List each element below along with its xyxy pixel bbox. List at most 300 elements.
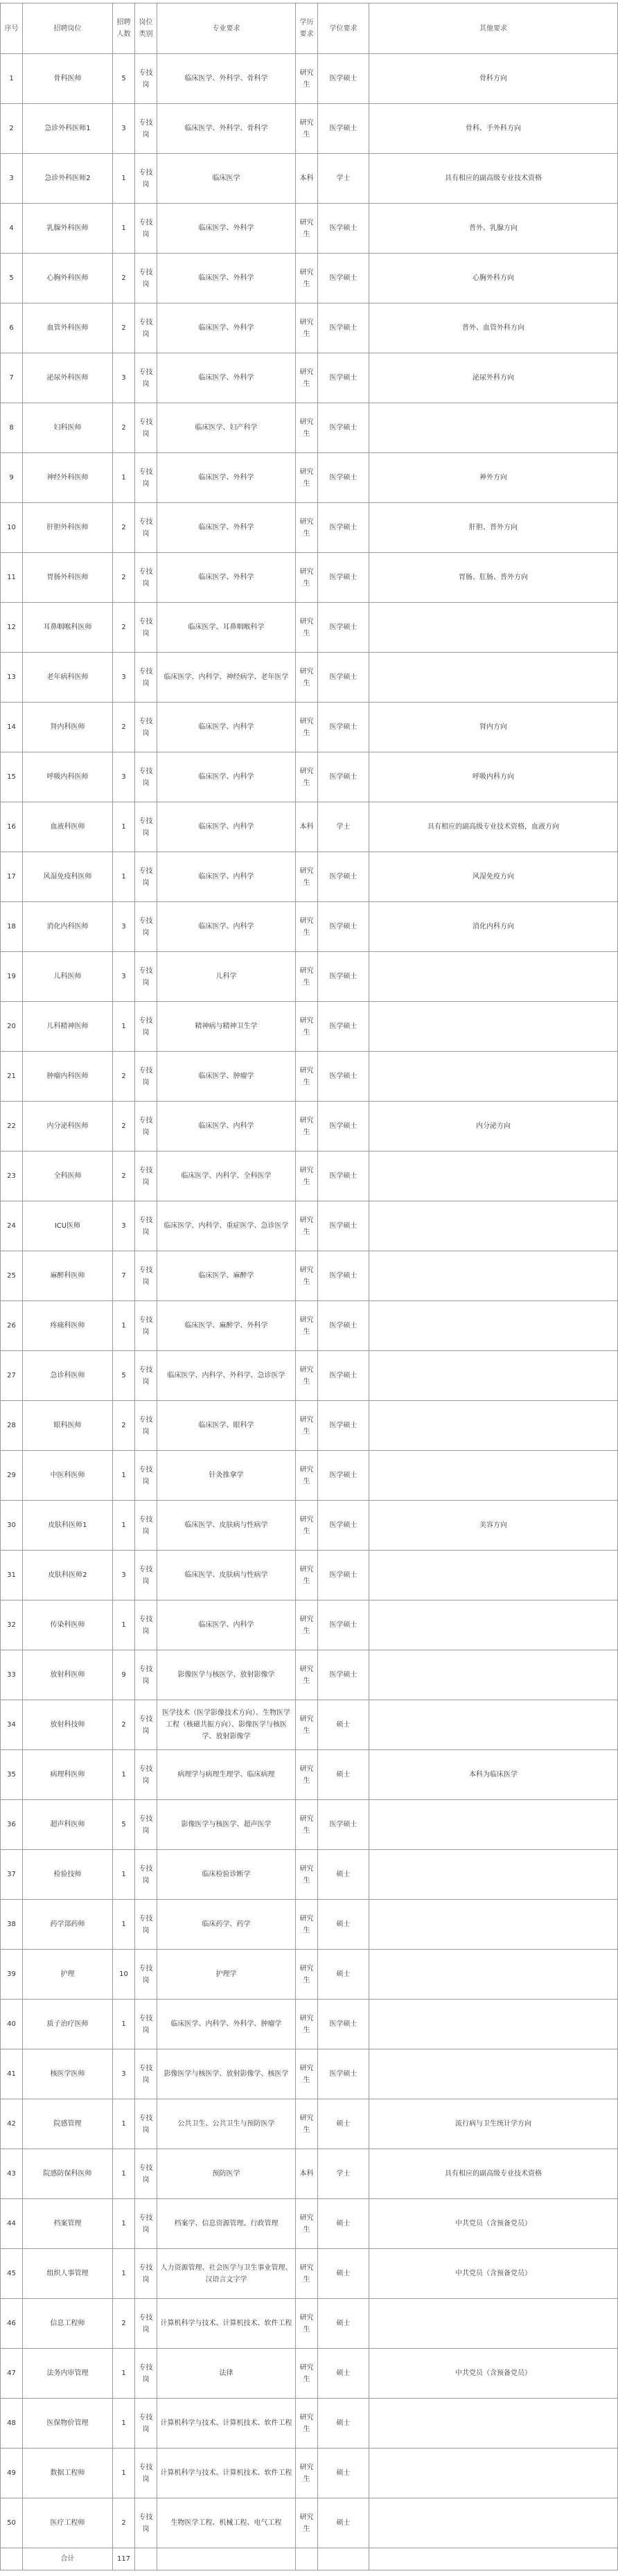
cell-major: 临床医学、皮肤病与性病学 [157,1551,296,1600]
cell-degree: 硕士 [318,1850,369,1900]
cell-major: 临床药学、药学 [157,1900,296,1950]
cell-no: 24 [1,1201,23,1251]
cell-num: 1 [113,2099,135,2149]
cell-major: 临床医学、外科学 [157,353,296,403]
header-other: 其他要求 [369,3,618,54]
cell-other [369,1152,618,1201]
cell-category: 专技岗 [135,1700,157,1750]
cell-post: 风湿免疫科医师 [23,852,113,902]
table-row [1,1152,618,1201]
cell-category: 专技岗 [135,1401,157,1451]
cell-post: 院感防保科医师 [23,2149,113,2199]
cell-num: 2 [113,303,135,353]
cell-major: 计算机科学与技术、计算机技术、软件工程 [157,2449,296,2498]
cell-category: 专技岗 [135,1301,157,1351]
cell-degree: 医学硕士 [318,653,369,703]
header-no: 序号 [1,3,23,54]
cell-major: 影像医学与核医学、放射影像学 [157,1650,296,1700]
cell-degree: 医学硕士 [318,752,369,802]
header-num: 招聘人数 [113,3,135,54]
cell-education: 研究生 [296,1551,318,1600]
cell-other: 肾内方向 [369,703,618,752]
cell-degree: 医学硕士 [318,303,369,353]
cell-other: 心胸外科方向 [369,254,618,303]
cell-post: 心胸外科医师 [23,254,113,303]
cell-no: 7 [1,353,23,403]
cell-degree: 硕士 [318,2399,369,2449]
cell-other [369,1201,618,1251]
cell-major: 护理学 [157,1950,296,2000]
cell-num: 3 [113,104,135,154]
cell-num: 3 [113,752,135,802]
cell-post: 护理 [23,1950,113,2000]
table-row [1,1052,618,1102]
cell-post: 肝胆外科医师 [23,503,113,553]
cell-num: 1 [113,1301,135,1351]
cell-other: 消化内科方向 [369,902,618,952]
cell-major: 临床医学、内科学 [157,703,296,752]
cell-other [369,403,618,453]
cell-no: 9 [1,453,23,503]
cell-category: 专技岗 [135,603,157,653]
cell-category: 专技岗 [135,154,157,204]
cell-post: 骨科医师 [23,54,113,104]
cell-num: 1 [113,852,135,902]
cell-degree: 医学硕士 [318,353,369,403]
cell-other: 中共党员（含预备党员） [369,2349,618,2399]
cell-education: 研究生 [296,1950,318,2000]
cell-post: 数据工程师 [23,2449,113,2498]
cell-category: 专技岗 [135,703,157,752]
cell-num: 1 [113,2349,135,2399]
cell-degree: 医学硕士 [318,1600,369,1650]
cell-other: 美容方向 [369,1501,618,1551]
cell-other: 肝胆、普外方向 [369,503,618,553]
cell-post: 急诊外科医师1 [23,104,113,154]
cell-post: 医保物价管理 [23,2399,113,2449]
cell-education: 研究生 [296,453,318,503]
cell-education: 本科 [296,154,318,204]
cell-post: 泌尿外科医师 [23,353,113,403]
table-row [1,2349,618,2399]
cell-category: 专技岗 [135,1551,157,1600]
cell-other: 泌尿外科方向 [369,353,618,403]
cell-num: 2 [113,254,135,303]
cell-major: 临床医学、内科学、神经病学、老年医学 [157,653,296,703]
cell-education: 研究生 [296,1301,318,1351]
cell-num: 2 [113,1700,135,1750]
cell-education: 研究生 [296,603,318,653]
cell-num: 1 [113,1900,135,1950]
cell-education: 本科 [296,2149,318,2199]
cell-no: 2 [1,104,23,154]
cell-education: 研究生 [296,1501,318,1551]
cell-other [369,2000,618,2049]
cell-major: 临床医学、内科学、重症医学、急诊医学 [157,1201,296,1251]
cell-degree: 医学硕士 [318,503,369,553]
cell-major: 临床医学、外科学 [157,453,296,503]
cell-other [369,1700,618,1750]
cell-major: 临床医学、内科学 [157,752,296,802]
cell-category: 专技岗 [135,952,157,1002]
cell-num: 1 [113,1501,135,1551]
table-row [1,154,618,204]
cell-post: 皮肤科医师2 [23,1551,113,1600]
cell-education: 研究生 [296,2349,318,2399]
table-row [1,2099,618,2149]
cell-post: 超声科医师 [23,1800,113,1850]
cell-category: 专技岗 [135,553,157,603]
cell-education: 研究生 [296,852,318,902]
cell-education: 研究生 [296,2449,318,2498]
cell-education: 研究生 [296,403,318,453]
cell-education: 研究生 [296,254,318,303]
cell-num: 5 [113,1351,135,1401]
cell-no: 30 [1,1501,23,1551]
cell-degree: 医学硕士 [318,1251,369,1301]
cell-num: 9 [113,1650,135,1700]
cell-major: 预防医学 [157,2149,296,2199]
cell-post: 放射科技师 [23,1700,113,1750]
cell-education: 研究生 [296,1700,318,1750]
cell-no: 41 [1,2049,23,2099]
cell-major: 人力资源管理、社会医学与卫生事业管理、汉语言文字学 [157,2249,296,2299]
cell-degree: 硕士 [318,2498,369,2548]
cell-category: 专技岗 [135,1351,157,1401]
cell-major: 临床医学、外科学 [157,303,296,353]
cell-category: 专技岗 [135,1750,157,1800]
total-empty-other [369,2548,618,2570]
cell-num: 1 [113,1850,135,1900]
cell-post: 胃肠外科医师 [23,553,113,603]
cell-post: 法务内审管理 [23,2349,113,2399]
table-row [1,1451,618,1501]
cell-degree: 医学硕士 [318,603,369,653]
cell-other [369,2399,618,2449]
cell-num: 2 [113,553,135,603]
table-row [1,852,618,902]
cell-other [369,2049,618,2099]
cell-degree: 医学硕士 [318,2000,369,2049]
table-row [1,952,618,1002]
table-row [1,553,618,603]
cell-num: 3 [113,653,135,703]
cell-no: 36 [1,1800,23,1850]
cell-education: 研究生 [296,1002,318,1052]
cell-education: 研究生 [296,2199,318,2249]
cell-no: 44 [1,2199,23,2249]
cell-other [369,1002,618,1052]
cell-major: 临床医学、内科学 [157,1102,296,1152]
table-row [1,1551,618,1600]
cell-no: 35 [1,1750,23,1800]
cell-post: 核医学医师 [23,2049,113,2099]
cell-num: 3 [113,2049,135,2099]
cell-num: 3 [113,1201,135,1251]
cell-num: 3 [113,353,135,403]
cell-other [369,2299,618,2349]
cell-other [369,1950,618,2000]
table-row [1,703,618,752]
cell-education: 研究生 [296,1401,318,1451]
cell-degree: 医学硕士 [318,1002,369,1052]
cell-major: 临床医学、内科学、全科医学 [157,1152,296,1201]
table-row [1,1301,618,1351]
cell-major: 精神病与精神卫生学 [157,1002,296,1052]
cell-other: 内分泌方向 [369,1102,618,1152]
cell-num: 2 [113,1102,135,1152]
table-row [1,2249,618,2299]
table-row [1,1800,618,1850]
cell-no: 46 [1,2299,23,2349]
cell-no: 50 [1,2498,23,2548]
cell-degree: 硕士 [318,1950,369,2000]
table-row [1,2399,618,2449]
cell-post: 消化内科医师 [23,902,113,952]
cell-num: 2 [113,1052,135,1102]
cell-degree: 学士 [318,2149,369,2199]
cell-category: 专技岗 [135,2349,157,2399]
cell-other: 骨科、手外科方向 [369,104,618,154]
cell-degree: 硕士 [318,2299,369,2349]
cell-degree: 医学硕士 [318,852,369,902]
cell-other [369,1650,618,1700]
cell-num: 1 [113,154,135,204]
cell-other [369,1800,618,1850]
cell-category: 专技岗 [135,1052,157,1102]
cell-education: 研究生 [296,2299,318,2349]
cell-post: 儿科精神医师 [23,1002,113,1052]
cell-category: 专技岗 [135,1152,157,1201]
cell-degree: 医学硕士 [318,403,369,453]
total-num: 117 [113,2548,135,2570]
cell-post: 药学部药师 [23,1900,113,1950]
cell-degree: 硕士 [318,2249,369,2299]
cell-other [369,1551,618,1600]
cell-category: 专技岗 [135,752,157,802]
cell-num: 1 [113,2199,135,2249]
cell-post: 眼科医师 [23,1401,113,1451]
cell-no: 6 [1,303,23,353]
cell-num: 7 [113,1251,135,1301]
cell-post: 妇科医师 [23,403,113,453]
cell-category: 专技岗 [135,1950,157,2000]
cell-major: 临床医学、内科学 [157,902,296,952]
cell-category: 专技岗 [135,1451,157,1501]
cell-category: 专技岗 [135,2449,157,2498]
cell-category: 专技岗 [135,1102,157,1152]
cell-education: 研究生 [296,204,318,254]
cell-major: 计算机科学与技术、计算机技术、软件工程 [157,2399,296,2449]
cell-no: 37 [1,1850,23,1900]
table-row [1,453,618,503]
cell-degree: 医学硕士 [318,703,369,752]
cell-no: 33 [1,1650,23,1700]
cell-post: 耳鼻咽喉科医师 [23,603,113,653]
cell-degree: 医学硕士 [318,1152,369,1201]
cell-no: 5 [1,254,23,303]
cell-major: 临床医学、外科学 [157,553,296,603]
cell-degree: 医学硕士 [318,54,369,104]
cell-degree: 医学硕士 [318,1800,369,1850]
cell-education: 研究生 [296,902,318,952]
cell-category: 专技岗 [135,254,157,303]
cell-degree: 学士 [318,154,369,204]
cell-other: 胃肠、肛肠、普外方向 [369,553,618,603]
cell-education: 研究生 [296,2000,318,2049]
cell-major: 临床医学、外科学、骨科学 [157,104,296,154]
cell-degree: 硕士 [318,1900,369,1950]
cell-other [369,1401,618,1451]
cell-major: 临床医学、外科学 [157,254,296,303]
cell-no: 49 [1,2449,23,2498]
cell-other: 神外方向 [369,453,618,503]
table-row [1,2199,618,2249]
cell-post: 皮肤科医师1 [23,1501,113,1551]
cell-post: 院感管理 [23,2099,113,2149]
total-empty-major [157,2548,296,2570]
cell-post: 急诊科医师 [23,1351,113,1401]
cell-degree: 医学硕士 [318,254,369,303]
cell-education: 研究生 [296,553,318,603]
cell-no: 25 [1,1251,23,1301]
cell-post: 传染科医师 [23,1600,113,1650]
cell-education: 研究生 [296,503,318,553]
cell-num: 2 [113,603,135,653]
cell-no: 40 [1,2000,23,2049]
cell-education: 研究生 [296,1052,318,1102]
header-category: 岗位类别 [135,3,157,54]
cell-education: 研究生 [296,952,318,1002]
cell-major: 临床医学、肿瘤学 [157,1052,296,1102]
cell-no: 32 [1,1600,23,1650]
cell-num: 3 [113,902,135,952]
cell-category: 专技岗 [135,2498,157,2548]
table-row [1,1501,618,1551]
cell-category: 专技岗 [135,1002,157,1052]
cell-major: 医学技术（医学影像技术方向）、生物医学工程（核磁共振方向）、影像医学与核医学、放射影像学 [157,1700,296,1750]
cell-no: 45 [1,2249,23,2299]
cell-degree: 硕士 [318,2099,369,2149]
cell-education: 研究生 [296,303,318,353]
cell-other: 具有相应的副高级专业技术资格，血液方向 [369,802,618,852]
cell-post: 肾内科医师 [23,703,113,752]
cell-other [369,603,618,653]
cell-other: 骨科方向 [369,54,618,104]
cell-post: 疼痛科医师 [23,1301,113,1351]
cell-other: 中共党员（含预备党员） [369,2199,618,2249]
cell-major: 计算机科学与技术、计算机技术、软件工程 [157,2299,296,2349]
cell-education: 研究生 [296,353,318,403]
cell-other [369,952,618,1002]
cell-degree: 硕士 [318,1750,369,1800]
cell-major: 临床医学、内科学 [157,1600,296,1650]
cell-no: 34 [1,1700,23,1750]
cell-major: 影像医学与核医学、放射影像学、核医学 [157,2049,296,2099]
table-row [1,403,618,453]
cell-post: 老年病科医师 [23,653,113,703]
cell-major: 公共卫生、公共卫生与预防医学 [157,2099,296,2149]
table-row [1,1700,618,1750]
cell-post: 急诊外科医师2 [23,154,113,204]
cell-education: 研究生 [296,1251,318,1301]
cell-education: 研究生 [296,1152,318,1201]
cell-num: 1 [113,802,135,852]
cell-education: 研究生 [296,2049,318,2099]
cell-category: 专技岗 [135,2199,157,2249]
table-row [1,603,618,653]
cell-major: 临床医学、内科学、外科学、急诊医学 [157,1351,296,1401]
cell-num: 1 [113,2249,135,2299]
cell-degree: 医学硕士 [318,104,369,154]
cell-no: 43 [1,2149,23,2199]
header-degree: 学位要求 [318,3,369,54]
table-row [1,1950,618,2000]
cell-major: 临床医学、内科学、外科学、肿瘤学 [157,2000,296,2049]
cell-num: 2 [113,1401,135,1451]
cell-category: 专技岗 [135,453,157,503]
cell-other [369,653,618,703]
cell-num: 2 [113,1152,135,1201]
cell-education: 研究生 [296,1650,318,1700]
cell-no: 23 [1,1152,23,1201]
cell-major: 临床医学、眼科学 [157,1401,296,1451]
cell-degree: 医学硕士 [318,1401,369,1451]
table-row [1,54,618,104]
cell-degree: 硕士 [318,1700,369,1750]
cell-major: 临床医学 [157,154,296,204]
cell-degree: 医学硕士 [318,1501,369,1551]
cell-no: 22 [1,1102,23,1152]
cell-degree: 医学硕士 [318,952,369,1002]
cell-other: 普外、乳腺方向 [369,204,618,254]
cell-other [369,1600,618,1650]
cell-post: 组织人事管理 [23,2249,113,2299]
cell-no: 47 [1,2349,23,2399]
cell-major: 法律 [157,2349,296,2399]
cell-education: 研究生 [296,1750,318,1800]
cell-education: 本科 [296,802,318,852]
cell-major: 生物医学工程、机械工程、电气工程 [157,2498,296,2548]
cell-major: 儿科学 [157,952,296,1002]
cell-education: 研究生 [296,54,318,104]
cell-degree: 医学硕士 [318,1451,369,1501]
table-row [1,2449,618,2498]
cell-major: 档案学、信息资源管理、行政管理 [157,2199,296,2249]
cell-no: 3 [1,154,23,204]
cell-category: 专技岗 [135,2049,157,2099]
recruitment-table [0,3,618,2570]
table-row [1,1600,618,1650]
total-empty-edu [296,2548,318,2570]
cell-no: 10 [1,503,23,553]
cell-num: 2 [113,703,135,752]
cell-num: 2 [113,2299,135,2349]
cell-post: 乳腺外科医师 [23,204,113,254]
cell-degree: 医学硕士 [318,1351,369,1401]
cell-other [369,2449,618,2498]
cell-degree: 医学硕士 [318,1650,369,1700]
cell-no: 48 [1,2399,23,2449]
cell-other [369,1451,618,1501]
cell-major: 临床医学、外科学 [157,204,296,254]
cell-degree: 医学硕士 [318,204,369,254]
cell-num: 1 [113,1600,135,1650]
cell-num: 1 [113,2000,135,2049]
cell-post: 检验技师 [23,1850,113,1900]
cell-post: 质子治疗医师 [23,2000,113,2049]
cell-num: 1 [113,2149,135,2199]
